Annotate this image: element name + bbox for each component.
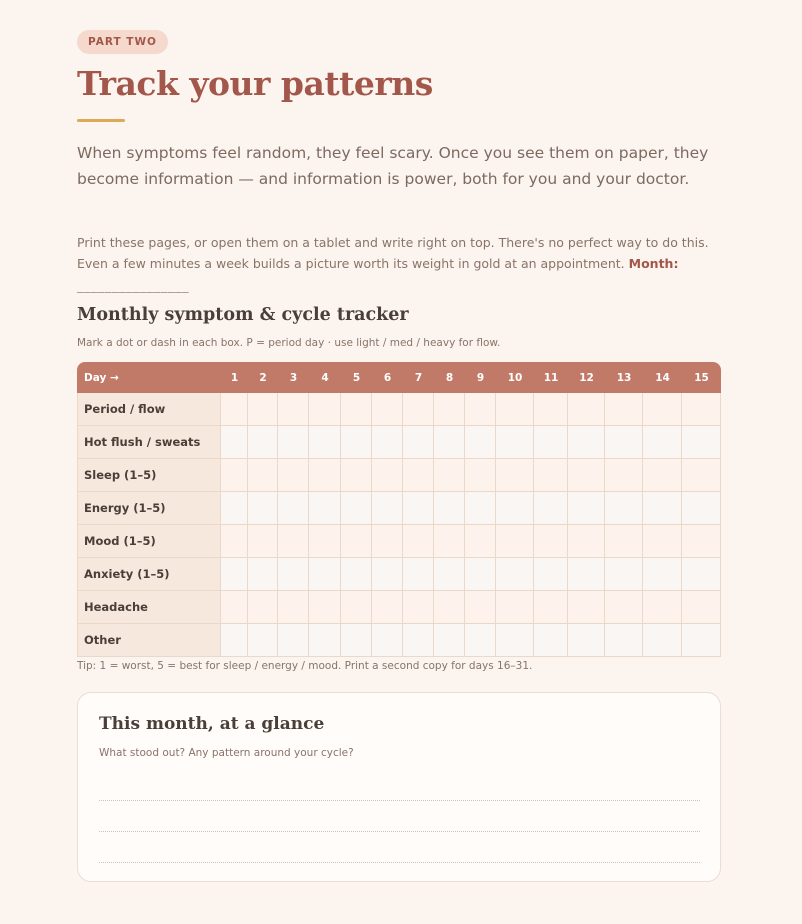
day-header: 12 (568, 362, 605, 393)
day-corner-label: Day → (77, 362, 221, 393)
tracker-cell[interactable] (605, 624, 643, 657)
tracker-cell[interactable] (568, 624, 605, 657)
tracker-cell[interactable] (248, 591, 278, 624)
tracker-cell[interactable] (682, 525, 721, 558)
month-label: Month: (628, 255, 679, 271)
tracker-cell[interactable] (605, 459, 643, 492)
month-blank-line[interactable]: ________________ (77, 279, 189, 294)
tracker-cell[interactable] (248, 492, 278, 525)
tracker-cell[interactable] (434, 591, 465, 624)
table-row (77, 624, 721, 657)
tracker-cell[interactable] (372, 459, 403, 492)
instructions-paragraph (77, 233, 727, 274)
tracker-cell[interactable] (278, 459, 309, 492)
tracker-cell[interactable] (341, 624, 372, 657)
glance-title: This month, at a glance (99, 714, 325, 734)
tracker-cell[interactable] (496, 525, 534, 558)
tracker-cell[interactable] (372, 525, 403, 558)
day-header: 7 (403, 362, 434, 393)
tracker-cell[interactable] (643, 426, 682, 459)
tracker-cell[interactable] (403, 426, 434, 459)
tracker-cell[interactable] (496, 426, 534, 459)
tracker-cell[interactable] (372, 558, 403, 591)
row-label: Anxiety (1–5) (77, 558, 221, 591)
tracker-cell[interactable] (568, 459, 605, 492)
tracker-cell[interactable] (372, 426, 403, 459)
tracker-cell[interactable] (496, 459, 534, 492)
tracker-cell[interactable] (278, 426, 309, 459)
glance-card (77, 692, 721, 882)
tracker-cell[interactable] (465, 393, 496, 426)
tracker-cell[interactable] (643, 525, 682, 558)
tracker-header-row (77, 362, 721, 393)
lead-paragraph: When symptoms feel random, they feel scary. Once you see them on paper, they become information — and information is power, both for you and your doctor. (77, 144, 709, 188)
tracker-cell[interactable] (434, 525, 465, 558)
instructions-text: Print these pages, or open them on a tablet and write right on top. There's no perfect way to do this. Even a few minutes a week builds a picture worth its weight in gold at an appointment. (77, 235, 709, 271)
tracker-cell[interactable] (496, 393, 534, 426)
tracker-cell[interactable] (434, 624, 465, 657)
tracker-cell[interactable] (534, 591, 568, 624)
tracker-cell[interactable] (341, 393, 372, 426)
tracker-cell[interactable] (221, 624, 248, 657)
tracker-cell[interactable] (372, 591, 403, 624)
tracker-cell[interactable] (221, 591, 248, 624)
tracker-cell[interactable] (682, 558, 721, 591)
table-row (77, 591, 721, 624)
tracker-cell[interactable] (278, 624, 309, 657)
day-header: 14 (643, 362, 682, 393)
tracker-cell[interactable] (309, 558, 341, 591)
tracker-cell[interactable] (682, 393, 721, 426)
table-row (77, 525, 721, 558)
tracker-cell[interactable] (309, 393, 341, 426)
tracker-cell[interactable] (403, 558, 434, 591)
tracker-cell[interactable] (568, 393, 605, 426)
table-row (77, 459, 721, 492)
tracker-cell[interactable] (682, 591, 721, 624)
tracker-cell[interactable] (278, 591, 309, 624)
tracker-cell[interactable] (221, 393, 248, 426)
day-header: 1 (221, 362, 248, 393)
tracker-cell[interactable] (309, 492, 341, 525)
tracker-cell[interactable] (309, 525, 341, 558)
row-label: Energy (1–5) (77, 492, 221, 525)
tracker-cell[interactable] (434, 393, 465, 426)
tracker-cell[interactable] (434, 492, 465, 525)
tracker-cell[interactable] (568, 492, 605, 525)
tracker-cell[interactable] (465, 492, 496, 525)
page-title: Track your patterns (77, 64, 433, 103)
glance-prompt: What stood out? Any pattern around your cycle? (99, 747, 354, 759)
tracker-cell[interactable] (278, 393, 309, 426)
tracker-cell[interactable] (605, 591, 643, 624)
tracker-cell[interactable] (465, 426, 496, 459)
tracker-cell[interactable] (403, 591, 434, 624)
tracker-cell[interactable] (605, 492, 643, 525)
tracker-cell[interactable] (221, 459, 248, 492)
tracker-cell[interactable] (534, 558, 568, 591)
tracker-cell[interactable] (643, 624, 682, 657)
tracker-cell[interactable] (278, 492, 309, 525)
tracker-cell[interactable] (605, 558, 643, 591)
tracker-cell[interactable] (605, 525, 643, 558)
tracker-cell[interactable] (248, 558, 278, 591)
title-underline (77, 119, 125, 122)
tracker-cell[interactable] (496, 492, 534, 525)
tracker-cell[interactable] (221, 558, 248, 591)
day-header: 2 (248, 362, 278, 393)
day-header: 5 (341, 362, 372, 393)
tracker-cell[interactable] (221, 525, 248, 558)
tracker-cell[interactable] (248, 624, 278, 657)
tracker-cell[interactable] (496, 558, 534, 591)
table-row (77, 393, 721, 426)
tracker-cell[interactable] (496, 624, 534, 657)
tracker-cell[interactable] (682, 624, 721, 657)
day-header: 11 (534, 362, 568, 393)
tracker-cell[interactable] (682, 492, 721, 525)
tracker-cell[interactable] (465, 459, 496, 492)
tracker-cell[interactable] (309, 624, 341, 657)
tracker-body (77, 393, 721, 657)
tracker-cell[interactable] (643, 558, 682, 591)
tracker-cell[interactable] (248, 525, 278, 558)
tracker-cell[interactable] (372, 624, 403, 657)
tracker-cell[interactable] (248, 459, 278, 492)
tracker-cell[interactable] (534, 525, 568, 558)
tracker-cell[interactable] (465, 591, 496, 624)
table-row (77, 492, 721, 525)
tracker-cell[interactable] (605, 426, 643, 459)
tracker-cell[interactable] (309, 426, 341, 459)
tracker-cell[interactable] (568, 558, 605, 591)
tracker-cell[interactable] (403, 492, 434, 525)
tracker-cell[interactable] (341, 492, 372, 525)
tracker-cell[interactable] (403, 459, 434, 492)
tracker-cell[interactable] (568, 525, 605, 558)
writing-line[interactable] (99, 862, 700, 863)
tracker-cell[interactable] (403, 525, 434, 558)
day-header: 6 (372, 362, 403, 393)
tracker-cell[interactable] (534, 624, 568, 657)
tracker-cell[interactable] (221, 492, 248, 525)
tracker-cell[interactable] (534, 492, 568, 525)
tracker-cell[interactable] (221, 426, 248, 459)
tracker-cell[interactable] (605, 393, 643, 426)
writing-line[interactable] (99, 800, 700, 801)
tracker-cell[interactable] (643, 459, 682, 492)
tracker-cell[interactable] (568, 426, 605, 459)
tracker-cell[interactable] (248, 426, 278, 459)
day-header: 15 (682, 362, 721, 393)
tracker-cell[interactable] (341, 591, 372, 624)
tracker-cell[interactable] (568, 591, 605, 624)
tracker-cell[interactable] (341, 558, 372, 591)
tracker-cell[interactable] (465, 624, 496, 657)
tracker-cell[interactable] (534, 393, 568, 426)
tracker-cell[interactable] (309, 459, 341, 492)
section-badge: PART TWO (77, 30, 168, 54)
tracker-cell[interactable] (341, 525, 372, 558)
tracker-cell[interactable] (248, 393, 278, 426)
day-header: 10 (496, 362, 534, 393)
tracker-title: Monthly symptom & cycle tracker (77, 305, 409, 325)
tracker-cell[interactable] (309, 591, 341, 624)
table-row (77, 558, 721, 591)
table-row (77, 426, 721, 459)
writing-line[interactable] (99, 831, 700, 832)
day-header: 9 (465, 362, 496, 393)
row-label: Mood (1–5) (77, 525, 221, 558)
day-header: 13 (605, 362, 643, 393)
tracker-cell[interactable] (278, 525, 309, 558)
row-label: Other (77, 624, 221, 657)
day-header: 3 (278, 362, 309, 393)
tracker-cell[interactable] (341, 426, 372, 459)
row-label: Period / flow (77, 393, 221, 426)
row-label: Hot flush / sweats (77, 426, 221, 459)
tracker-cell[interactable] (434, 558, 465, 591)
tracker-cell[interactable] (372, 393, 403, 426)
tracker-cell[interactable] (278, 558, 309, 591)
tracker-cell[interactable] (534, 426, 568, 459)
tracker-cell[interactable] (465, 525, 496, 558)
symptom-tracker-table (77, 362, 721, 657)
day-header: 8 (434, 362, 465, 393)
row-label: Headache (77, 591, 221, 624)
tracker-instructions: Mark a dot or dash in each box. P = period day · use light / med / heavy for flow. (77, 337, 501, 349)
tracker-cell[interactable] (465, 558, 496, 591)
tracker-cell[interactable] (434, 426, 465, 459)
day-header: 4 (309, 362, 341, 393)
tracker-cell[interactable] (403, 393, 434, 426)
tracker-cell[interactable] (341, 459, 372, 492)
tracker-cell[interactable] (496, 591, 534, 624)
tracker-cell[interactable] (682, 459, 721, 492)
tracker-cell[interactable] (534, 459, 568, 492)
row-label: Sleep (1–5) (77, 459, 221, 492)
tracker-cell[interactable] (372, 492, 403, 525)
tracker-cell[interactable] (643, 492, 682, 525)
tracker-cell[interactable] (434, 459, 465, 492)
tracker-cell[interactable] (643, 591, 682, 624)
tracker-cell[interactable] (643, 393, 682, 426)
tracker-cell[interactable] (403, 624, 434, 657)
tracker-cell[interactable] (682, 426, 721, 459)
tracker-tip: Tip: 1 = worst, 5 = best for sleep / energy / mood. Print a second copy for days 16–31. (77, 660, 533, 672)
